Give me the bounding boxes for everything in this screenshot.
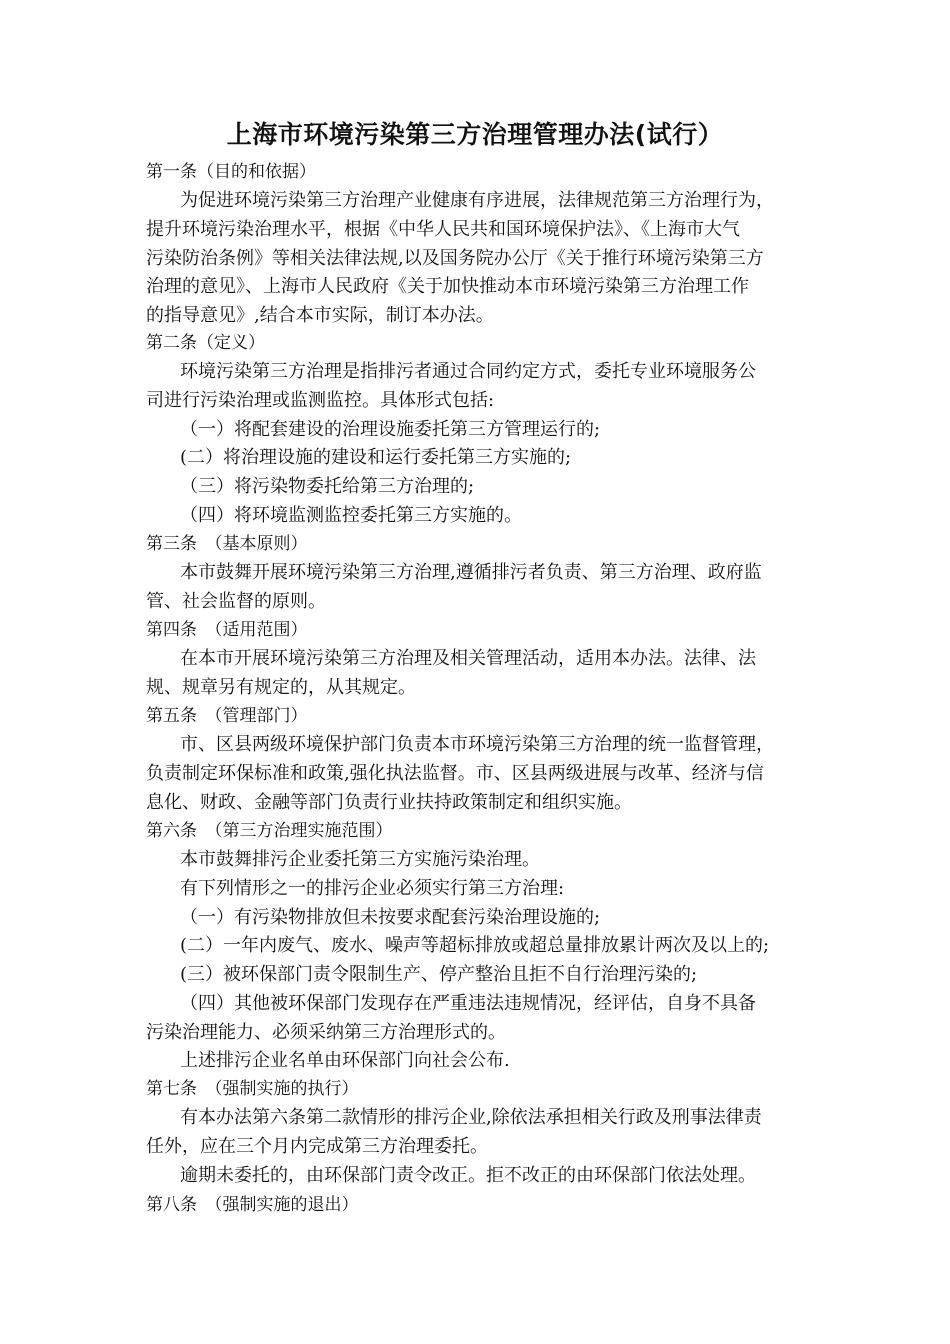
article-7-heading: 第七条 （强制实施的执行） xyxy=(146,1079,359,1099)
paragraph-line: 污染防治条例》等相关法律法规,以及国务院办公厅《关于推行环境污染第三方 xyxy=(146,248,764,269)
paragraph-line: 环境污染第三方治理是指排污者通过合同约定方式，委托专业环境服务公 xyxy=(180,361,756,382)
paragraph-line: 污染治理能力、必须采纳第三方治理形式的。 xyxy=(146,1022,506,1043)
paragraph-line: 司进行污染治理或监测监控。具体形式包括: xyxy=(146,390,495,411)
paragraph-line: 任外，应在三个月内完成第三方治理委托。 xyxy=(146,1136,488,1157)
document-title: 上海市环境污染第三方治理管理办法(试行） xyxy=(226,120,724,149)
list-item: （三）将污染物委托给第三方治理的; xyxy=(180,476,475,497)
list-item: (二）将治理设施的建设和运行委托第三方实施的; xyxy=(180,447,572,468)
paragraph-line: 提升环境污染治理水平，根据《中华人民共和国环境保护法》、《上海市大气 xyxy=(146,219,740,240)
list-item: （四）其他被环保部门发现存在严重违法违规情况，经评估，自身不具备 xyxy=(180,993,756,1014)
paragraph-line: 本市鼓舞排污企业委托第三方实施污染治理。 xyxy=(180,849,540,870)
article-4-heading: 第四条 （适用范围） xyxy=(146,620,308,640)
paragraph-line: 息化、财政、金融等部门负责行业扶持政策制定和组织实施。 xyxy=(146,792,632,813)
article-8-heading: 第八条 （强制实施的退出） xyxy=(146,1195,359,1215)
list-item: （一）有污染物排放但未按要求配套污染治理设施的; xyxy=(180,907,601,928)
list-item: （四）将环境监测监控委托第三方实施的。 xyxy=(180,505,522,526)
article-3-heading: 第三条 （基本原则） xyxy=(146,534,308,554)
paragraph-line: 有本办法第六条第二款情形的排污企业,除依法承担相关行政及刑事法律责 xyxy=(180,1107,762,1128)
list-item: (二）一年内废气、废水、噪声等超标排放或超总量排放累计两次及以上的; xyxy=(180,935,770,956)
paragraph-line: 管、社会监督的原则。 xyxy=(146,591,326,612)
paragraph-line: 市、区县两级环境保护部门负责本市环境污染第三方治理的统一监督管理， xyxy=(180,734,774,755)
article-2-heading: 第二条（定义） xyxy=(146,333,265,353)
paragraph-line: 规、规章另有规定的，从其规定。 xyxy=(146,677,416,698)
paragraph-line: 逾期未委托的，由环保部门责令改正。拒不改正的由环保部门依法处理。 xyxy=(180,1165,756,1186)
article-5-heading: 第五条 （管理部门） xyxy=(146,706,308,726)
article-6-heading: 第六条 （第三方治理实施范围） xyxy=(146,821,393,841)
list-item: （一）将配套建设的治理设施委托第三方管理运行的; xyxy=(180,419,601,440)
paragraph-line: 的指导意见》,结合本市实际，制订本办法。 xyxy=(146,305,494,326)
paragraph-line: 为促进环境污染第三方治理产业健康有序进展，法律规范第三方治理行为， xyxy=(180,190,774,211)
paragraph-line: 本市鼓舞开展环境污染第三方治理,遵循排污者负责、第三方治理、政府监 xyxy=(180,562,762,583)
paragraph-line: 治理的意见》、上海市人民政府《关于加快推动本市环境污染第三方治理工作 xyxy=(146,276,749,297)
article-1-heading: 第一条（目的和依据） xyxy=(146,162,316,182)
list-item: (三）被环保部门责令限制生产、停产整治且拒不自行治理污染的; xyxy=(180,964,698,985)
paragraph-line: 有下列情形之一的排污企业必须实行第三方治理: xyxy=(180,878,565,899)
paragraph-line: 负责制定环保标准和政策,强化执法监督。市、区县两级进展与改革、经济与信 xyxy=(146,763,764,784)
paragraph-line: 在本市开展环境污染第三方治理及相关管理活动，适用本办法。法律、法 xyxy=(180,648,756,669)
paragraph-line: 上述排污企业名单由环保部门向社会公布. xyxy=(180,1050,510,1071)
